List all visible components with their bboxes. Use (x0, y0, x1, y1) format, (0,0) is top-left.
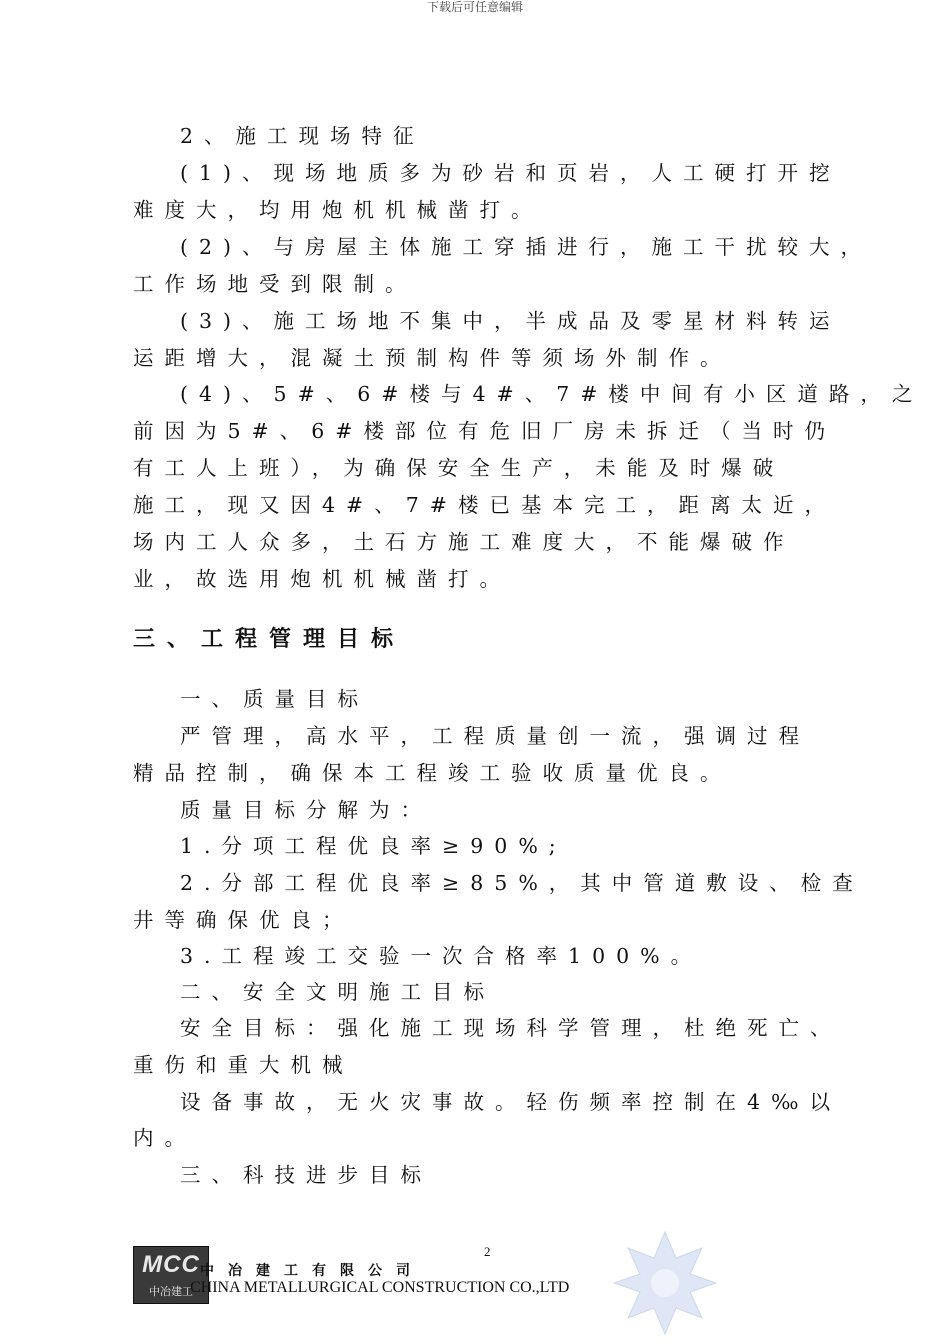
paragraph-line: 重伤和重大机械 (133, 1053, 354, 1077)
header-note: 下载后可任意编辑 (426, 0, 523, 14)
paragraph-line: (1)、现场地质多为砂岩和页岩，人工硬打开挖 (180, 161, 841, 185)
subsection-title: 二、安全文明施工目标 (180, 980, 495, 1004)
paragraph-line: (2)、与房屋主体施工穿插进行，施工干扰较大， (180, 235, 873, 259)
paragraph-line: 施工，现又因4#、7#楼已基本完工，距离太近， (133, 493, 836, 517)
watermark-emblem-icon (610, 1228, 720, 1338)
list-item: 1.分项工程优良率≥90%; (180, 834, 567, 858)
section-title: 2、施工现场特征 (180, 124, 425, 148)
subsection-title: 三、科技进步目标 (180, 1163, 432, 1187)
paragraph-line: 场内工人众多，土石方施工难度大，不能爆破作 (133, 530, 795, 554)
company-name-en: CHINA METALLURGICAL CONSTRUCTION CO.,LTD (190, 1279, 570, 1296)
paragraph-line: 难度大，均用炮机机械凿打。 (133, 198, 543, 222)
paragraph-line: 精品控制，确保本工程竣工验收质量优良。 (133, 761, 732, 785)
logo-cn-text: 中冶建工 (149, 1285, 193, 1298)
paragraph-line: 质量目标分解为： (180, 798, 432, 822)
page-number: 2 (484, 1244, 491, 1259)
paragraph-line: 严管理，高水平，工程质量创一流，强调过程 (180, 724, 810, 748)
paragraph-line: (4)、5#、6#楼与4#、7#楼中间有小区道路，之 (180, 382, 924, 406)
section-heading: 三、工程管理目标 (133, 627, 406, 652)
list-item: 2.分部工程优良率≥85%，其中管道敷设、检查 (180, 871, 864, 895)
subsection-title: 一、质量目标 (180, 687, 369, 711)
company-name-cn: 中冶建工有限公司 (200, 1263, 424, 1279)
paragraph-line: 工作场地受到限制。 (133, 272, 417, 296)
paragraph-line: 设备事故，无火灾事故。轻伤频率控制在4‰以 (180, 1090, 842, 1114)
paragraph-line: 运距增大，混凝土预制构件等须场外制作。 (133, 346, 732, 370)
list-item: 3.工程竣工交验一次合格率100%。 (180, 944, 703, 968)
paragraph-line: 井等确保优良； (133, 908, 354, 932)
paragraph-line: 有工人上班），为确保安全生产，未能及时爆破 (133, 456, 785, 480)
paragraph-line: 内。 (133, 1126, 196, 1150)
paragraph-line: (3)、施工场地不集中，半成品及零星材料转运 (180, 309, 841, 333)
paragraph-line: 前因为5#、6#楼部位有危旧厂房未拆迁（当时仍 (133, 419, 836, 443)
paragraph-line: 安全目标：强化施工现场科学管理，杜绝死亡、 (180, 1016, 842, 1040)
paragraph-line: 业，故选用炮机机械凿打。 (133, 567, 511, 591)
logo-mark-text: MCC (142, 1251, 200, 1278)
